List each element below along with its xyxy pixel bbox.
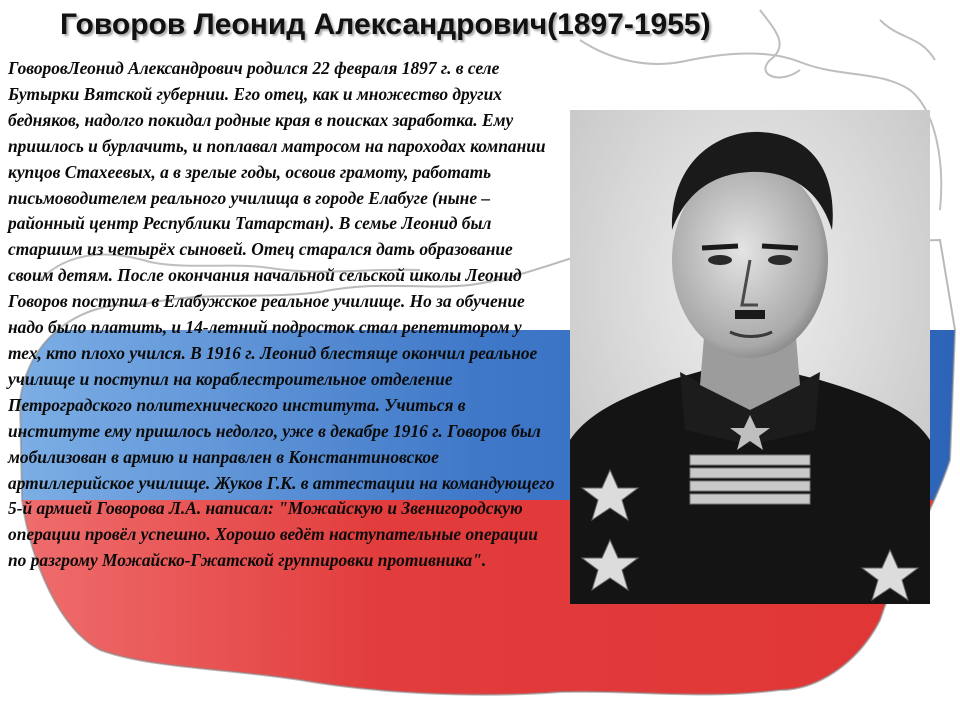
biography-text: ГоворовЛеонид Александрович родился 22 февраля 1897 г. в селе Бутырки Вятской губернии. Его отец, как и множество других бедняков, надолго покидал родные края в поисках заработка. Ему пришлось и бурлачить, и поплавал матросом на пароходах компании купцов Стахеевых, а в зрелые годы, освоив грамоту, работать письмоводителем реального училища в городе Елабуге (ныне – районный центр Республики Татарстан). В семье Леонид был старшим из четырёх сыновей. Отец старался дать образование своим детям. После окончания начальной сельской школы Леонид Говоров поступил в Елабужское реальное училище. Но за обучение надо было платить, и 14-летний подросток стал репетитором у тех, кто плохо учился. В 1916 г. Леонид блестяще окончил реальное училище и поступил на кораблестроительное отделение Петроградского политехнического института. Учиться в институте ему пришлось недолго, уже в декабре 1916 г. Говоров был мобилизован в армию и направлен в Константиновское артиллерийское училище. Жуков Г.К. в аттестации на командующего 5-й армией Говорова Л.А. написал: "Можайскую и Звенигородскую операции провёл успешно. Хорошо ведёт наступательные операции по разгрому Можайско-Гжатской группировки противника".	[8, 58, 555, 571]
portrait-photo	[570, 110, 930, 604]
slide-title: Говоров Леонид Александрович(1897-1955)	[60, 8, 711, 41]
